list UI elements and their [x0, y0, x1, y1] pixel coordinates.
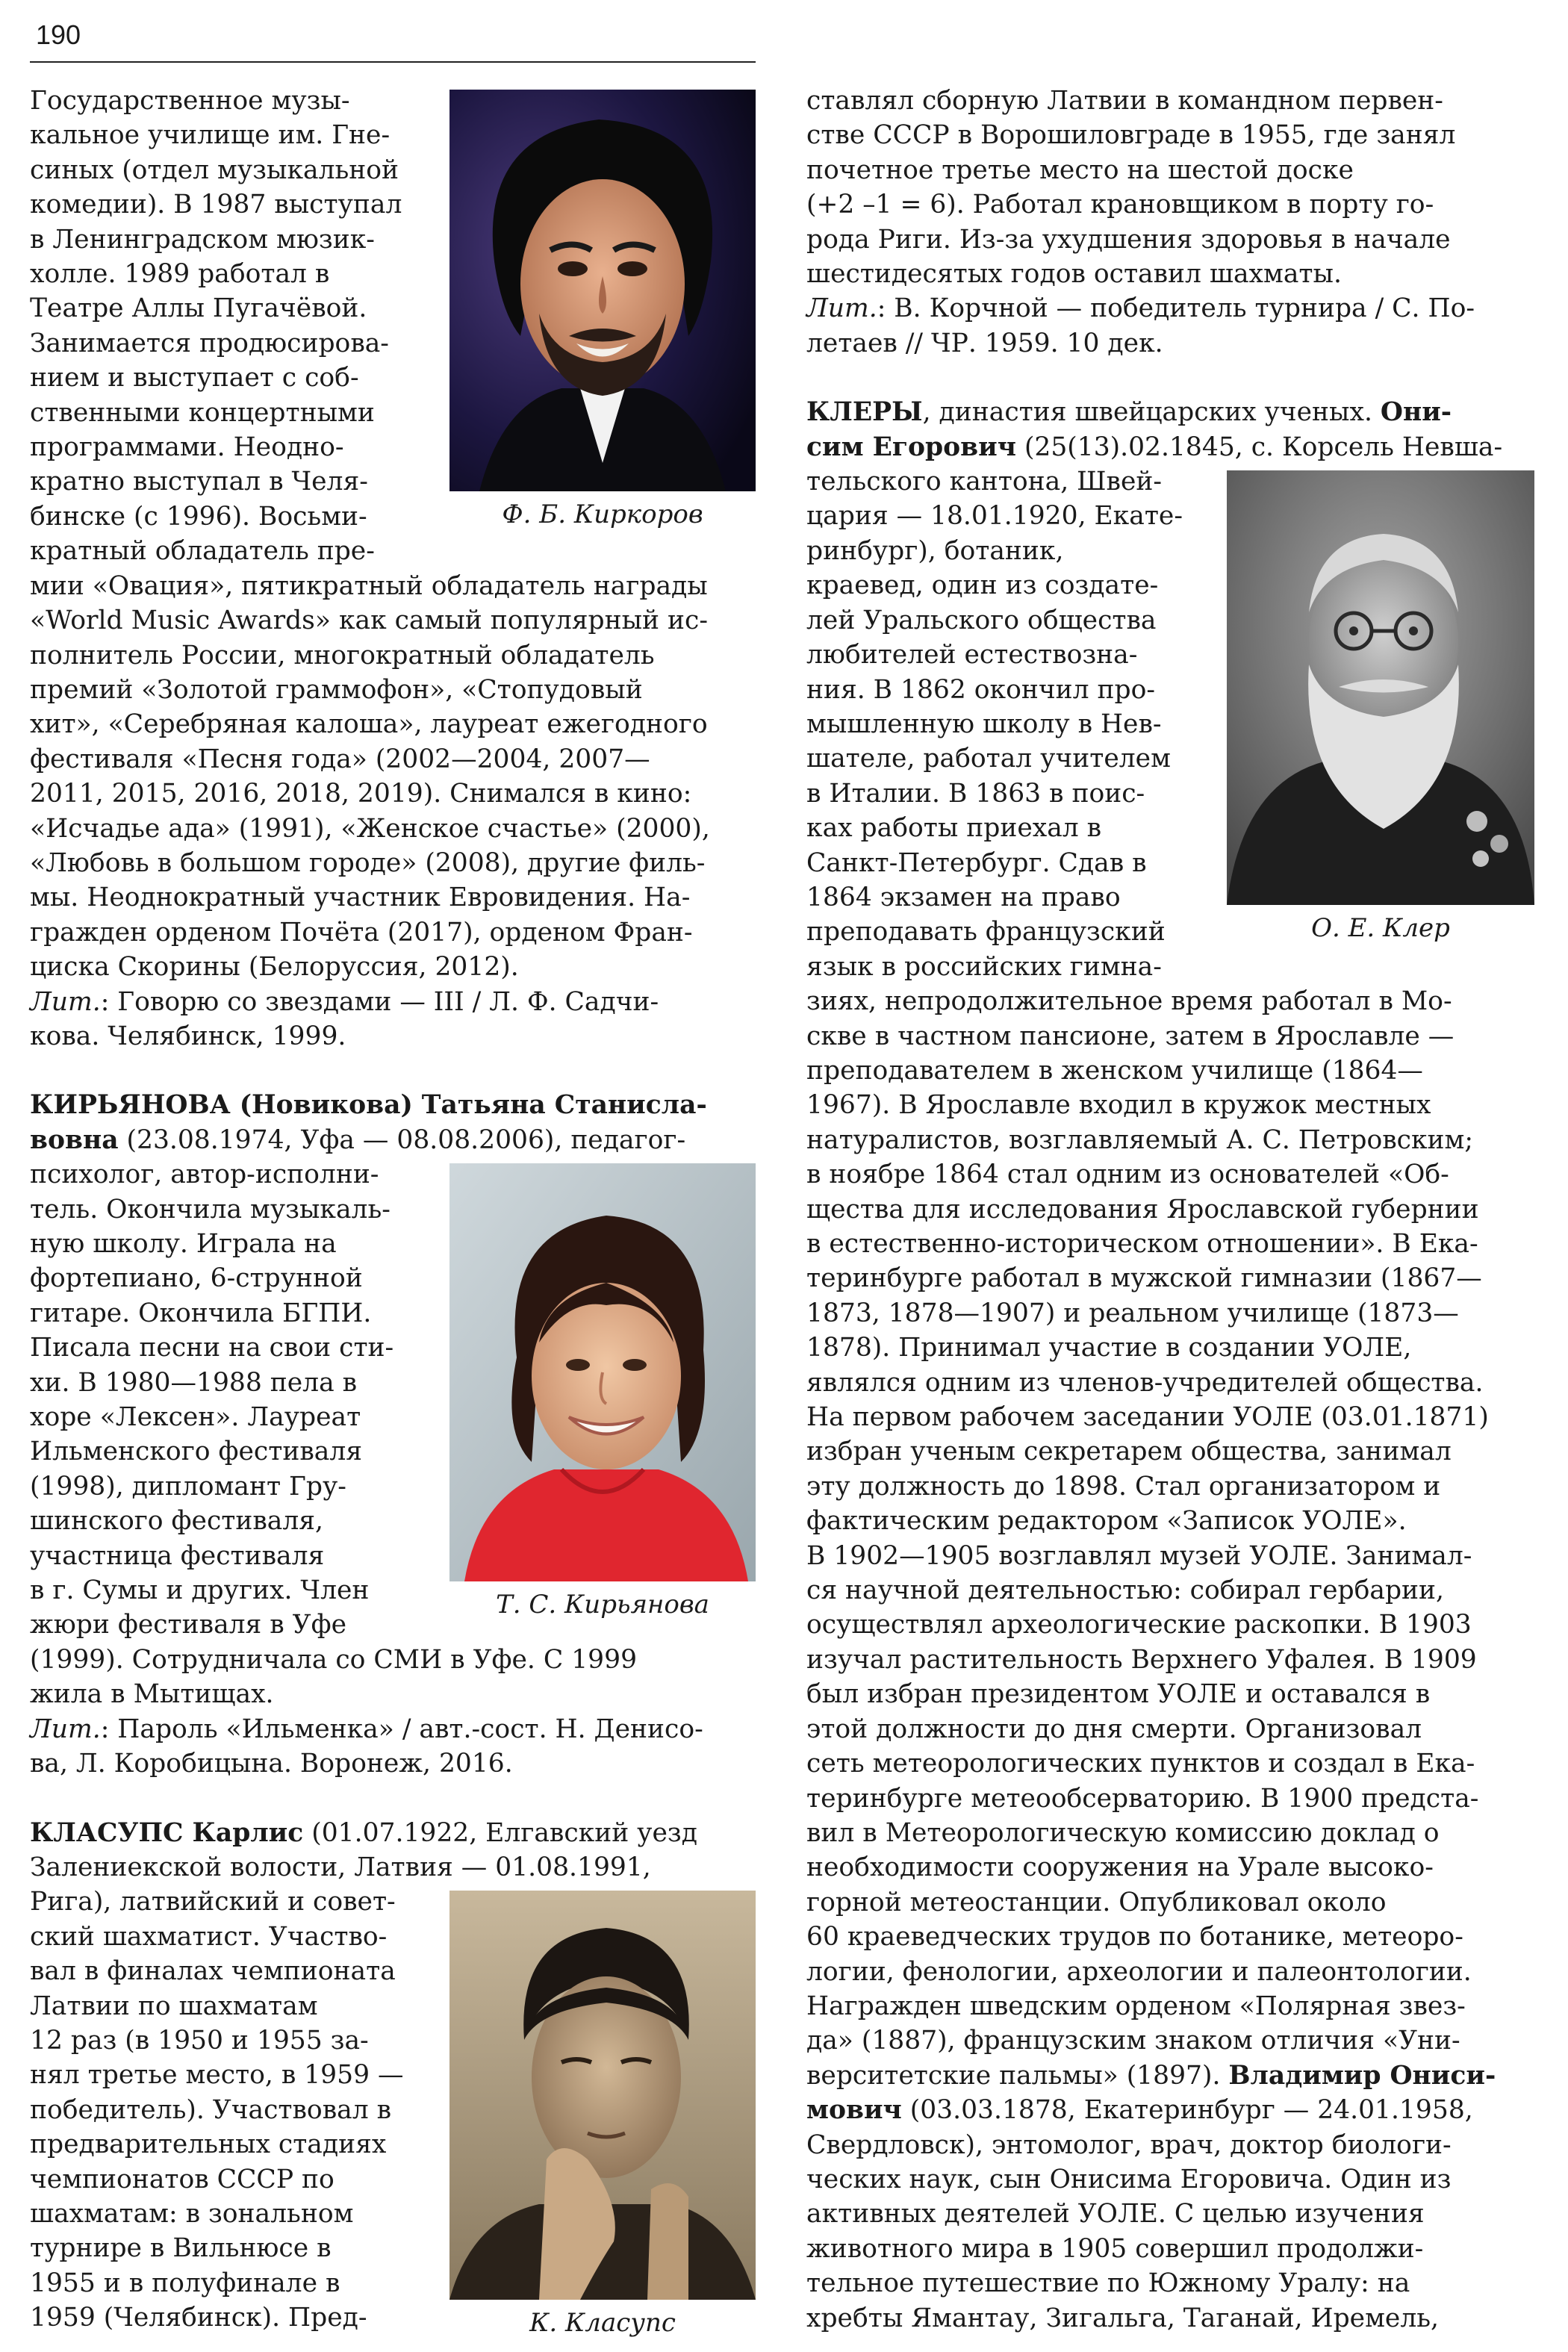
photo-kler: [1227, 470, 1534, 905]
photo-kirkorov: [449, 90, 756, 491]
caption-kirkorov: Ф. Б. Киркоров: [502, 500, 703, 529]
photo-klasups: [449, 1891, 756, 2300]
caption-kler: О. Е. Клер: [1311, 913, 1450, 944]
right-column: [806, 84, 1534, 2336]
klasups-heading: КЛАСУПС Карлис (01.07.1922, Елгавский уезд Залениекской волости, Латвия — 01.08.1991,: [30, 1817, 697, 1882]
left-column: [30, 84, 756, 2342]
caption-kiryanova: Т. С. Кирьянова: [496, 1590, 709, 1620]
klasups-text: Рига), латвийский и совет- ский шахматист. Участво- вал в финалах чемпионата Латвии по шахматам 12 раз (в 1950 и 1955 за- нял третье место, в 1959 — победитель). Участвовал в предварительных стадиях чемпионатов СССР по шахматам: в зональном турнире в Вильнюсе в 1955 и в полуфинале в 1959 (Челябинск). Пред-: [30, 1887, 404, 2333]
page-number: 190: [36, 19, 81, 50]
figure-kler: [1227, 464, 1534, 947]
header-rule: [30, 61, 756, 63]
kirkorov-text: Государственное музы- кальное училище им. Гне- синых (отдел музыкальной комедии). В 1987 выступал в Ленинградском мюзик- холле. 1989 работал в Театре Аллы Пугачёвой. Занимается продюсирова- нием и выступает с соб- ственными концертными программами. Неодно- кратно выступал в Челя- бинске (с 1996). Восьми- кратный обладатель пре- мии «Овация», пятикратный обладатель награды «World Music Awards» как самый популярный ис- полнитель России, многократный обладатель премий «Золотой граммофон», «Стопудовый хит», «Серебряная калоша», лауреат ежегодного фестиваля «Песня года» (2002—2004, 2007— 2011, 2015, 2016, 2018, 2019). Снимался в кино: «Исчадье ада» (1991), «Женское счастье» (2000), «Любовь в большом городе» (2008), другие филь- мы. Неоднократный участник Евровидения. На- гражден орденом Почёта (2017), орденом Фран- циска Скорины (Белоруссия, 2012).: [30, 86, 710, 983]
kirkorov-literature: Лит.: Говорю со звездами — III / Л. Ф. Садчи- кова. Челябинск, 1999.: [30, 986, 659, 1051]
klery-text: тельского кантона, Швей- цария — 18.01.1920, Екате- ринбург), ботаник, краевед, один из создате- лей Уральского общества любителей естествозна- ния. В 1862 окончил про- мышленную школу в Нев- шателе, работал учителем в Италии. В 1863 в поис- ках работы приехал в Санкт-Петербург. Сдав в 1864 экзамен на право преподавать французский язык в российских гимна- зиях, непродолжительное время работал в Мо- скве в частном пансионе, затем в Ярославле — преподавателем в женском училище (1864— 1967). В Ярославле входил в кружок местных натуралистов, возглавляемый А. С. Петровским; в ноябре 1864 стал одним из основателей «Об- щества для исследования Ярославской губернии в естественно-историческом отношении». В Ека- теринбурге работал в мужской гимназии (1867— 1873, 1878—1907) и реальном училище (1873— 1878). Принимал участие в создании УОЛЕ, являлся одним из членов-учредителей общества. На первом рабочем заседании УОЛЕ (03.01.1871) избран ученым секретарем общества, занимал эту должность до 1898. Стал организатором и фактическим редактором «Записок УОЛЕ». В 1902—1905 возглавлял музей УОЛЕ. Занимал- ся научной деятельностью: собирал гербарии, осуществлял археологические раскопки. В 1903 изучал растительность Верхнего Уфалея. В 1909 был избран президентом УОЛЕ и оставался в этой должности до дня смерти. Организовал сеть метеорологических пунктов и создал в Ека- теринбурге метеообсерваторию. В 1900 предста- вил в Метеорологическую комиссию доклад о необходимости сооружения на Урале высоко- горной метеостанции. Опубликовал около 60 краеведческих трудов по ботанике, метеоро- логии, фенологии, археологии и палеонтологии. Награжден шведским орденом «Полярная звез- да» (1887), французским знаком отличия «Уни- верситетские пальмы» (1897). Владимир Ониси- мович (03.03.1878, Екатеринбург — 24.01.1958, Свердловск), энтомолог, врач, доктор биологи- ческих наук, сын Онисима Егоровича. Один из активных деятелей УОЛЕ. С целью изучения животного мира в 1905 совершил продолжи- тельное путешествие по Южному Уралу: на хребты Ямантау, Зигальга, Таганай, Иремель,: [806, 467, 1496, 2333]
caption-klasups: К. Класупс: [529, 2308, 676, 2339]
kiryanova-literature: Лит.: Пароль «Ильменка» / авт.-сост. Н. Денисо- ва, Л. Коробицына. Воронеж, 2016.: [30, 1714, 703, 1779]
figure-klasups: [449, 1885, 756, 2342]
klery-heading: КЛЕРЫ, династия швейцарских ученых. Они- сим Егорович (25(13).02.1845, с. Корсель Невша-: [806, 397, 1503, 462]
kiryanova-heading: КИРЬЯНОВА (Новикова) Татьяна Станисла- вовна (23.08.1974, Уфа — 08.08.2006), педагог-: [30, 1090, 707, 1155]
figure-kiryanova: [449, 1157, 756, 1623]
photo-kiryanova: [449, 1163, 756, 1581]
klasups-continued: ставлял сборную Латвии в командном первен- стве СССР в Ворошиловграде в 1955, где занял почетное третье место на шестой доске (+2 –1 = 6). Работал крановщиком в порту го- рода Риги. Из-за ухудшения здоровья в начале шестидесятых годов оставил шахматы.: [806, 86, 1456, 290]
kiryanova-text: психолог, автор-исполни- тель. Окончила музыкаль- ную школу. Играла на фортепиано, 6-струнной гитаре. Окончила БГПИ. Писала песни на свои сти- хи. В 1980—1988 пела в хоре «Лексен». Лауреат Ильменского фестиваля (1998), дипломант Гру- шинского фестиваля, участница фестиваля в г. Сумы и других. Член жюри фестиваля в Уфе (1999). Сотрудничала со СМИ в Уфе. С 1999 жила в Мытищах.: [30, 1160, 638, 1710]
figure-kirkorov: [449, 84, 756, 533]
klasups-literature: Лит.: В. Корчной — победитель турнира / С. По- летаев // ЧР. 1959. 10 дек.: [806, 293, 1475, 358]
